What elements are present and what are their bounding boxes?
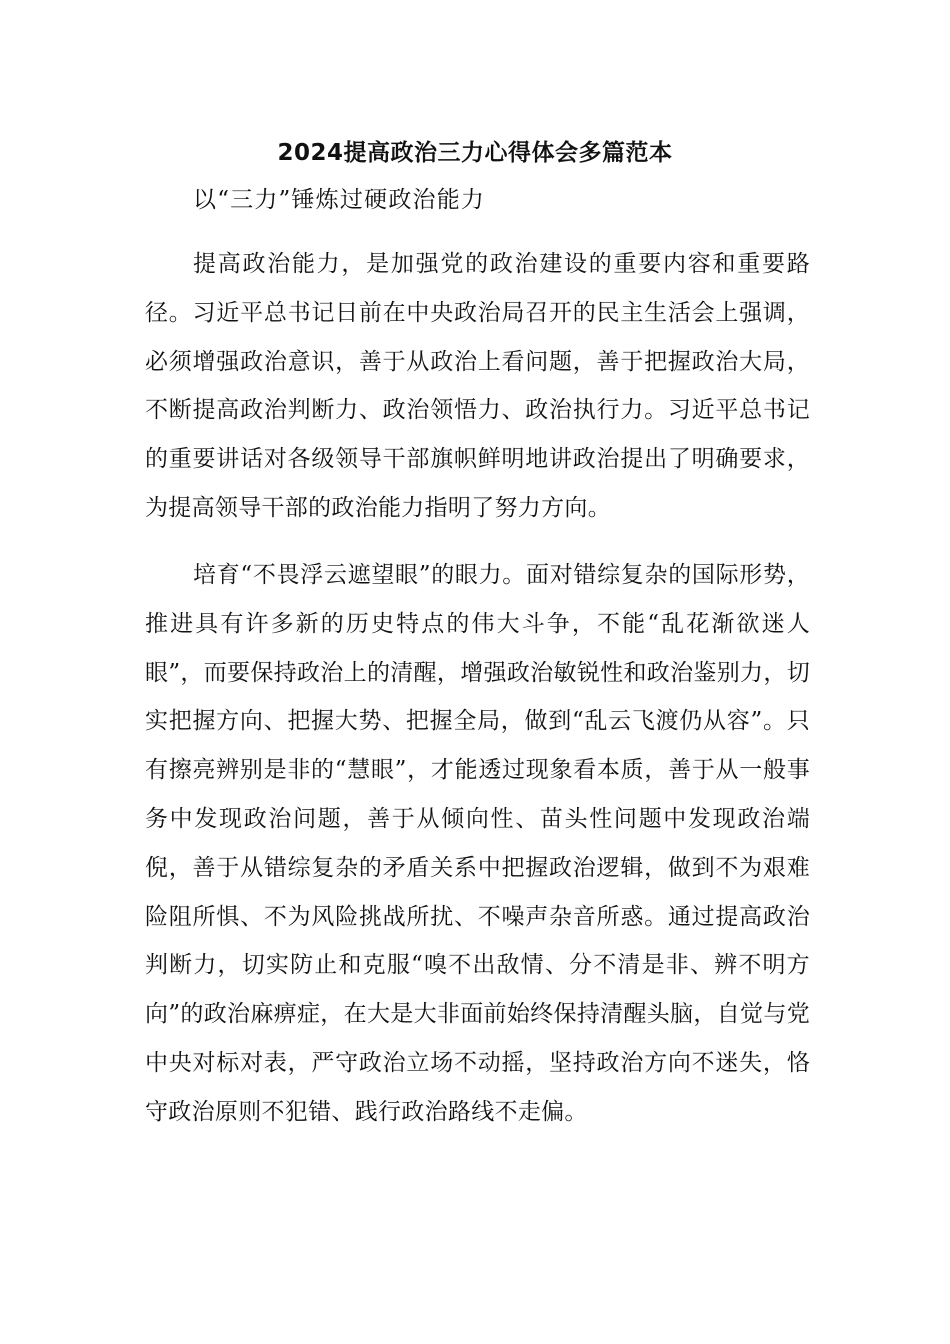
document-title: 2024提高政治三力心得体会多篇范本 [277,140,673,166]
paragraph-2: 培育“不畏浮云遮望眼”的眼力。面对错综复杂的国际形势，推进具有许多新的历史特点的伟大斗争，不能“乱花渐欲迷人眼”，而要保持政治上的清醒，增强政治敏锐性和政治鉴别力，切实把握方向、把握大势、把握全局，做到“乱云飞渡仍从容”。只有擦亮辨别是非的“慧眼”，才能透过现象看本质，善于从一般事务中发现政治问题，善于从倾向性、苗头性问题中发现政治端倪，善于从错综复杂的矛盾关系中把握政治逻辑，做到不为艰难险阻所惧、不为风险挑战所扰、不噪声杂音所惑。通过提高政治判断力，切实防止和克服“嗅不出敌情、分不清是非、辨不明方向”的政治麻痹症，在大是大非面前始终保持清醒头脑，自觉与党中央对标对表，严守政治立场不动摇，坚持政治方向不迷失，恪守政治原则不犯错、践行政治路线不走偏。 [145,562,810,1125]
paragraph-1: 提高政治能力，是加强党的政治建设的重要内容和重要路径。习近平总书记日前在中央政治局召开的民主生活会上强调，必须增强政治意识，善于从政治上看问题，善于把握政治大局，不断提高政治判断力、政治领悟力、政治执行力。习近平总书记的重要讲话对各级领导干部旗帜鲜明地讲政治提出了明确要求，为提高领导干部的政治能力指明了努力方向。 [145,251,810,521]
document-subtitle: 以“三力”锤炼过硬政治能力 [193,187,486,213]
